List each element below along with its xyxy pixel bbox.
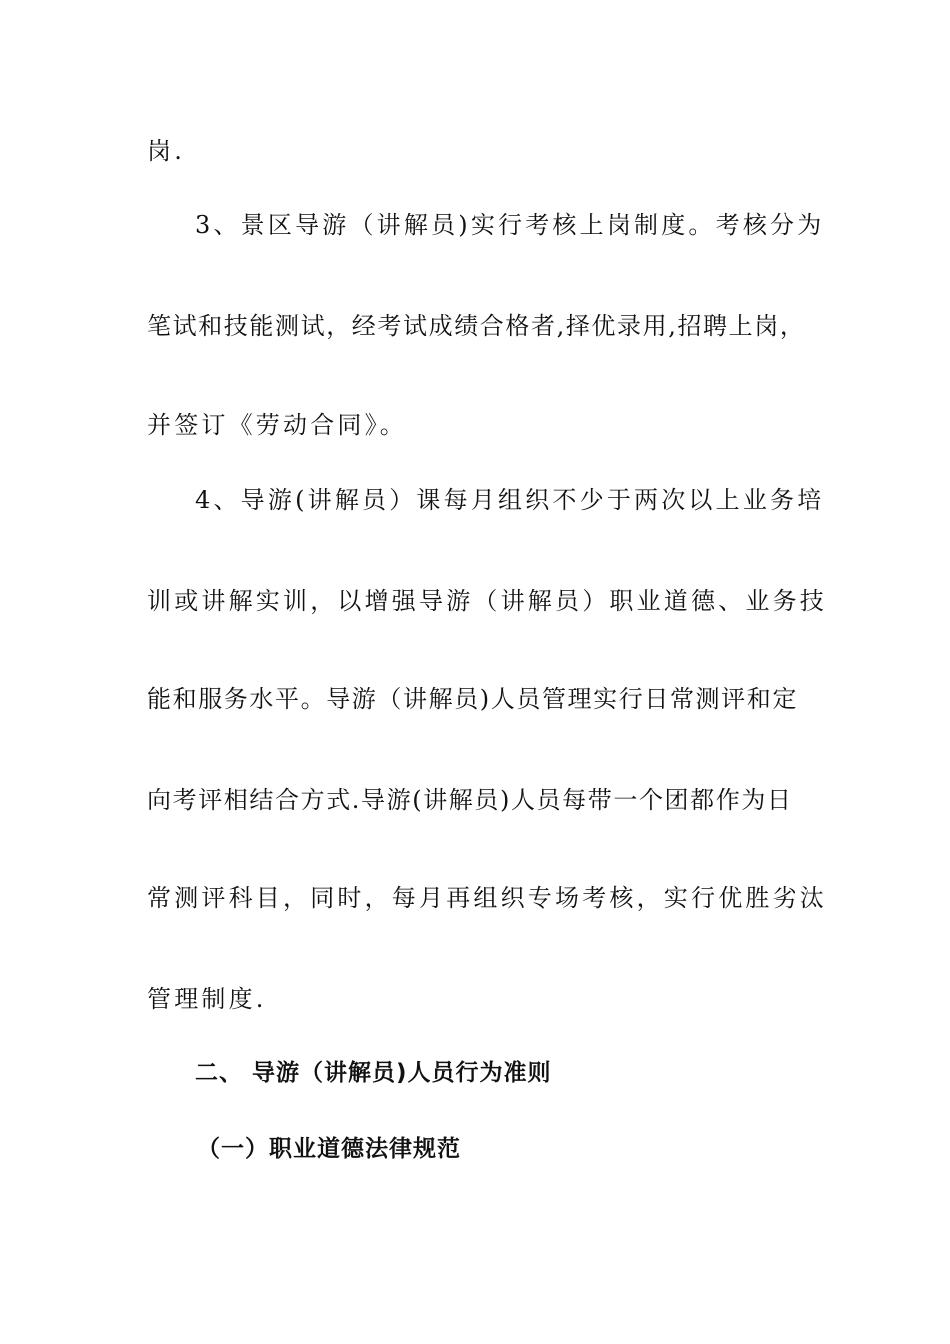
section-heading: 二、 导游（讲解员)人员行为准则 xyxy=(195,1060,552,1086)
paragraph-line: 管理制度. xyxy=(147,985,267,1013)
subsection-heading: （一）职业道德法律规范 xyxy=(197,1136,461,1162)
paragraph-line: 3、景区导游（讲解员)实行考核上岗制度。考核分为 xyxy=(195,211,825,239)
paragraph-line: 训或讲解实训，以增强导游（讲解员）职业道德、业务技 xyxy=(147,587,827,615)
paragraph-line: 岗. xyxy=(147,137,186,165)
paragraph-line: 笔试和技能测试，经考试成绩合格者,择优录用,招聘上岗， xyxy=(147,312,806,340)
paragraph-line: 能和服务水平。导游（讲解员)人员管理实行日常测评和定 xyxy=(147,685,798,713)
paragraph-line: 向考评相结合方式.导游(讲解员)人员每带一个团都作为日 xyxy=(147,786,793,814)
paragraph-line: 常测评科目，同时，每月再组织专场考核，实行优胜劣汰 xyxy=(147,884,827,912)
paragraph-line: 并签订《劳动合同》。 xyxy=(147,411,407,439)
paragraph-line: 4、导游(讲解员）课每月组织不少于两次以上业务培 xyxy=(195,486,825,514)
